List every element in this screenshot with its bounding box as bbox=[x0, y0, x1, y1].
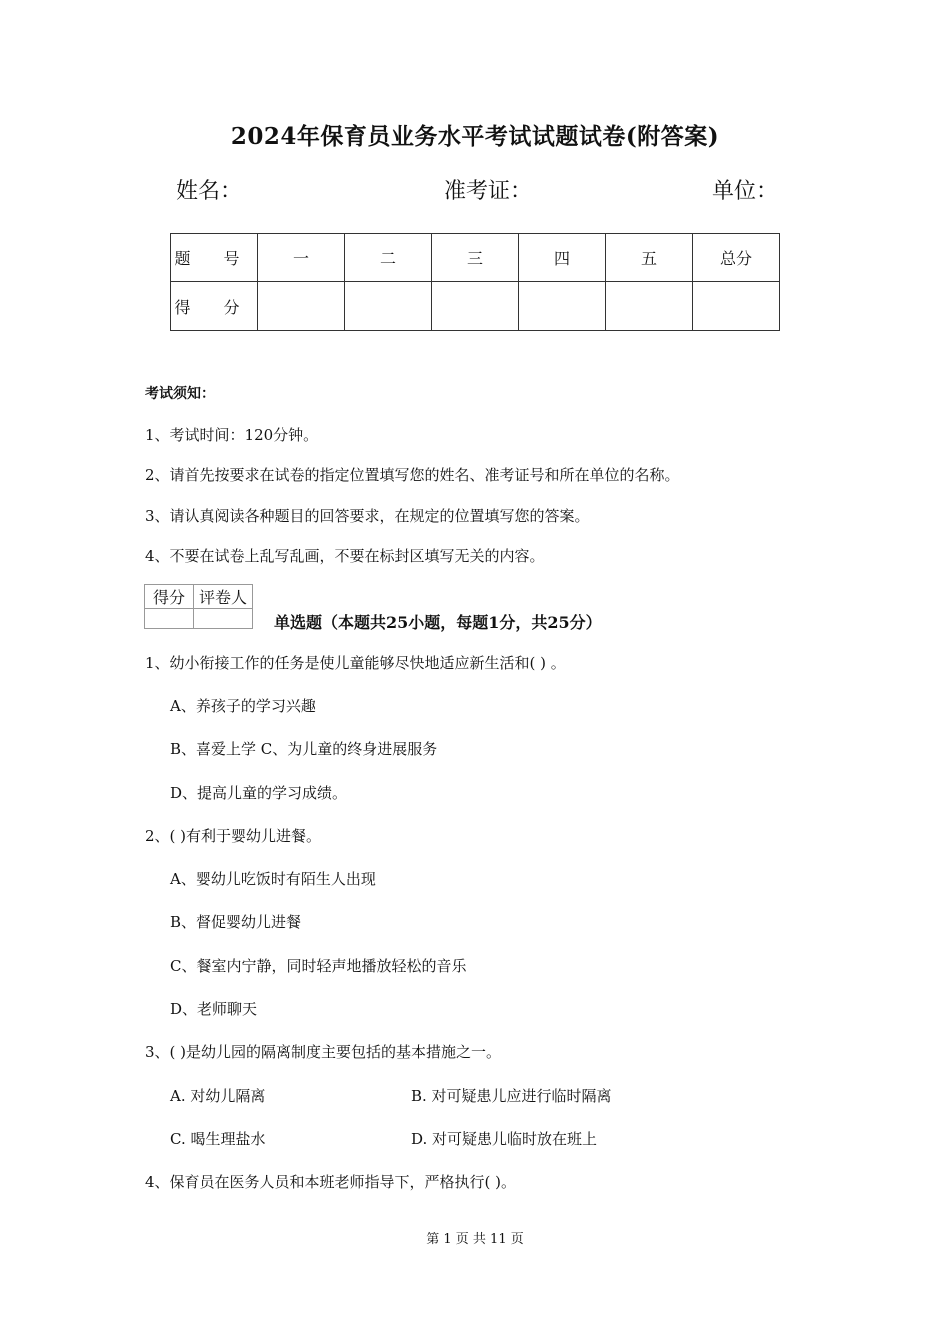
score-table bbox=[170, 233, 780, 331]
notice-item: 4、不要在试卷上乱写乱画，不要在标封区填写无关的内容。 bbox=[145, 547, 545, 565]
question-stem: 2、( )有利于婴幼儿进餐。 bbox=[145, 827, 322, 845]
column-5: 五 bbox=[606, 234, 693, 282]
section-title: 单选题（本题共25小题，每题1分，共25分） bbox=[274, 613, 602, 632]
question-option: B、喜爱上学 C、为儿童的终身进展服务 bbox=[170, 740, 438, 758]
exam-id-label: 准考证： bbox=[444, 179, 533, 204]
unit-label: 单位： bbox=[712, 179, 779, 204]
column-3: 三 bbox=[432, 234, 519, 282]
score-cell[interactable] bbox=[606, 282, 693, 331]
score-cell[interactable] bbox=[432, 282, 519, 331]
document-title: 2024年保育员业务水平考试试题试卷(附答案) bbox=[230, 123, 720, 150]
question-stem: 4、保育员在医务人员和本班老师指导下，严格执行( )。 bbox=[145, 1173, 517, 1191]
grader-score-cell[interactable] bbox=[145, 609, 194, 629]
column-1: 一 bbox=[258, 234, 345, 282]
notice-item: 1、考试时间：120分钟。 bbox=[145, 426, 319, 444]
score-label: 得 分 bbox=[171, 282, 258, 331]
grader-name-label: 评卷人 bbox=[194, 585, 253, 609]
question-option: A. 对幼儿隔离 bbox=[170, 1087, 266, 1105]
question-stem: 1、幼小衔接工作的任务是使儿童能够尽快地适应新生活和( ) 。 bbox=[145, 654, 566, 672]
score-cell[interactable] bbox=[519, 282, 606, 331]
question-option: B. 对可疑患儿应进行临时隔离 bbox=[411, 1087, 612, 1105]
candidate-info-row bbox=[176, 174, 779, 208]
score-table-score-row bbox=[171, 282, 780, 331]
question-option: B、督促婴幼儿进餐 bbox=[170, 913, 302, 931]
page-footer: 第 1 页 共 11 页 bbox=[426, 1232, 524, 1247]
grader-score-label: 得分 bbox=[145, 585, 194, 609]
grader-name-cell[interactable] bbox=[194, 609, 253, 629]
notice-heading: 考试须知： bbox=[145, 386, 215, 402]
question-option: A、婴幼儿吃饭时有陌生人出现 bbox=[170, 870, 376, 888]
score-cell[interactable] bbox=[693, 282, 780, 331]
column-4: 四 bbox=[519, 234, 606, 282]
question-stem: 3、( )是幼儿园的隔离制度主要包括的基本措施之一。 bbox=[145, 1043, 502, 1061]
question-option: D、提高儿童的学习成绩。 bbox=[170, 784, 348, 802]
question-option: A、养孩子的学习兴趣 bbox=[170, 697, 316, 715]
question-number-label: 题 号 bbox=[171, 234, 258, 282]
question-option: D、老师聊天 bbox=[170, 1000, 258, 1018]
grader-box bbox=[144, 584, 253, 629]
notice-item: 3、请认真阅读各种题目的回答要求，在规定的位置填写您的答案。 bbox=[145, 507, 590, 525]
column-total: 总分 bbox=[693, 234, 780, 282]
score-table-header-row bbox=[171, 234, 780, 282]
score-cell[interactable] bbox=[345, 282, 432, 331]
column-2: 二 bbox=[345, 234, 432, 282]
question-option: C、餐室内宁静，同时轻声地播放轻松的音乐 bbox=[170, 957, 467, 975]
question-option: C. 喝生理盐水 bbox=[170, 1130, 266, 1148]
score-cell[interactable] bbox=[258, 282, 345, 331]
name-label: 姓名： bbox=[176, 179, 243, 204]
question-option: D. 对可疑患儿临时放在班上 bbox=[411, 1130, 598, 1148]
notice-item: 2、请首先按要求在试卷的指定位置填写您的姓名、准考证号和所在单位的名称。 bbox=[145, 466, 680, 484]
